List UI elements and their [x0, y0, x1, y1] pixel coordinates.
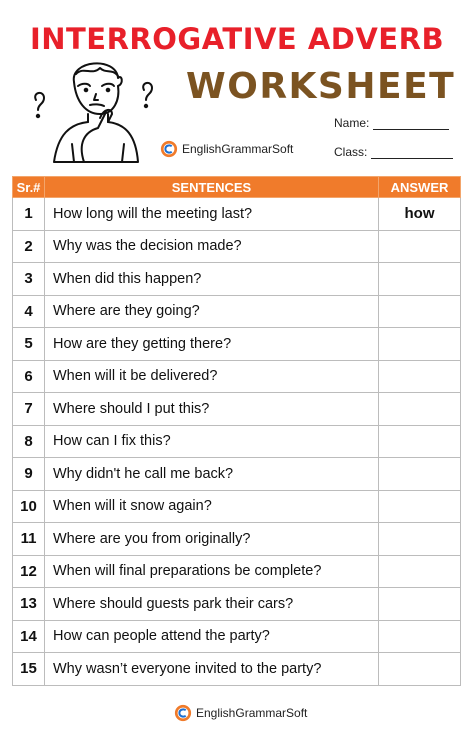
row-sentence: Where are they going? — [45, 295, 379, 328]
row-sentence: Why didn't he call me back? — [45, 458, 379, 491]
footer-brand-name: EnglishGrammarSoft — [196, 706, 308, 720]
class-label: Class: — [334, 145, 368, 159]
row-sentence: Why was the decision made? — [45, 230, 379, 263]
row-sentence: Why wasn’t everyone invited to the party? — [45, 653, 379, 686]
row-sentence: How can people attend the party? — [45, 620, 379, 653]
row-number: 12 — [13, 555, 45, 588]
row-sentence: When did this happen? — [45, 263, 379, 296]
header-answer: ANSWER — [379, 177, 461, 198]
name-field — [334, 116, 449, 130]
row-number: 5 — [13, 328, 45, 361]
table-row — [13, 328, 461, 361]
row-sentence: When will final preparations be complete? — [45, 555, 379, 588]
row-number: 8 — [13, 425, 45, 458]
worksheet-title: INTERROGATIVE ADVERB — [29, 22, 445, 56]
row-sentence: How are they getting there? — [45, 328, 379, 361]
worksheet-subtitle: WORKSHEET — [186, 66, 456, 107]
answer-cell[interactable]: how — [379, 198, 461, 231]
brand-logo-bottom — [174, 704, 307, 722]
class-blank-line[interactable] — [371, 148, 453, 159]
answer-cell[interactable] — [379, 588, 461, 621]
answer-cell[interactable] — [379, 328, 461, 361]
table-row — [13, 360, 461, 393]
row-number: 10 — [13, 490, 45, 523]
name-blank-line[interactable] — [373, 119, 449, 130]
answer-cell[interactable] — [379, 295, 461, 328]
header-sentences: SENTENCES — [45, 177, 379, 198]
table-row — [13, 555, 461, 588]
table-row — [13, 393, 461, 426]
answer-cell[interactable] — [379, 653, 461, 686]
answer-cell[interactable] — [379, 555, 461, 588]
answer-cell[interactable] — [379, 620, 461, 653]
answer-cell[interactable] — [379, 425, 461, 458]
englishgrammarsoft-logo-icon — [174, 704, 192, 722]
thinking-boy-icon — [18, 52, 168, 172]
answer-cell[interactable] — [379, 263, 461, 296]
answer-cell[interactable] — [379, 523, 461, 556]
table-row — [13, 198, 461, 231]
table-row — [13, 458, 461, 491]
row-sentence: How can I fix this? — [45, 425, 379, 458]
row-number: 4 — [13, 295, 45, 328]
table-row — [13, 263, 461, 296]
class-field — [334, 145, 453, 159]
row-number: 15 — [13, 653, 45, 686]
row-number: 6 — [13, 360, 45, 393]
brand-name: EnglishGrammarSoft — [182, 142, 294, 156]
englishgrammarsoft-logo-icon — [160, 140, 178, 158]
row-number: 7 — [13, 393, 45, 426]
table-row — [13, 588, 461, 621]
header-serial: Sr.# — [13, 177, 45, 198]
row-number: 13 — [13, 588, 45, 621]
table-row — [13, 653, 461, 686]
row-sentence: Where should guests park their cars? — [45, 588, 379, 621]
row-sentence: When will it snow again? — [45, 490, 379, 523]
name-label: Name: — [334, 116, 370, 130]
row-sentence: How long will the meeting last? — [45, 198, 379, 231]
table-header-row — [13, 177, 461, 198]
table-row — [13, 230, 461, 263]
row-number: 11 — [13, 523, 45, 556]
row-sentence: Where are you from originally? — [45, 523, 379, 556]
answer-cell[interactable] — [379, 490, 461, 523]
table-row — [13, 425, 461, 458]
table-row — [13, 523, 461, 556]
row-number: 1 — [13, 198, 45, 231]
table-row — [13, 295, 461, 328]
row-sentence: When will it be delivered? — [45, 360, 379, 393]
row-number: 2 — [13, 230, 45, 263]
row-number: 14 — [13, 620, 45, 653]
row-sentence: Where should I put this? — [45, 393, 379, 426]
brand-logo-top — [160, 140, 293, 158]
answer-cell[interactable] — [379, 360, 461, 393]
table-row — [13, 620, 461, 653]
row-number: 9 — [13, 458, 45, 491]
row-number: 3 — [13, 263, 45, 296]
answer-cell[interactable] — [379, 230, 461, 263]
table-row — [13, 490, 461, 523]
answer-cell[interactable] — [379, 393, 461, 426]
answer-cell[interactable] — [379, 458, 461, 491]
worksheet-table — [12, 176, 461, 686]
